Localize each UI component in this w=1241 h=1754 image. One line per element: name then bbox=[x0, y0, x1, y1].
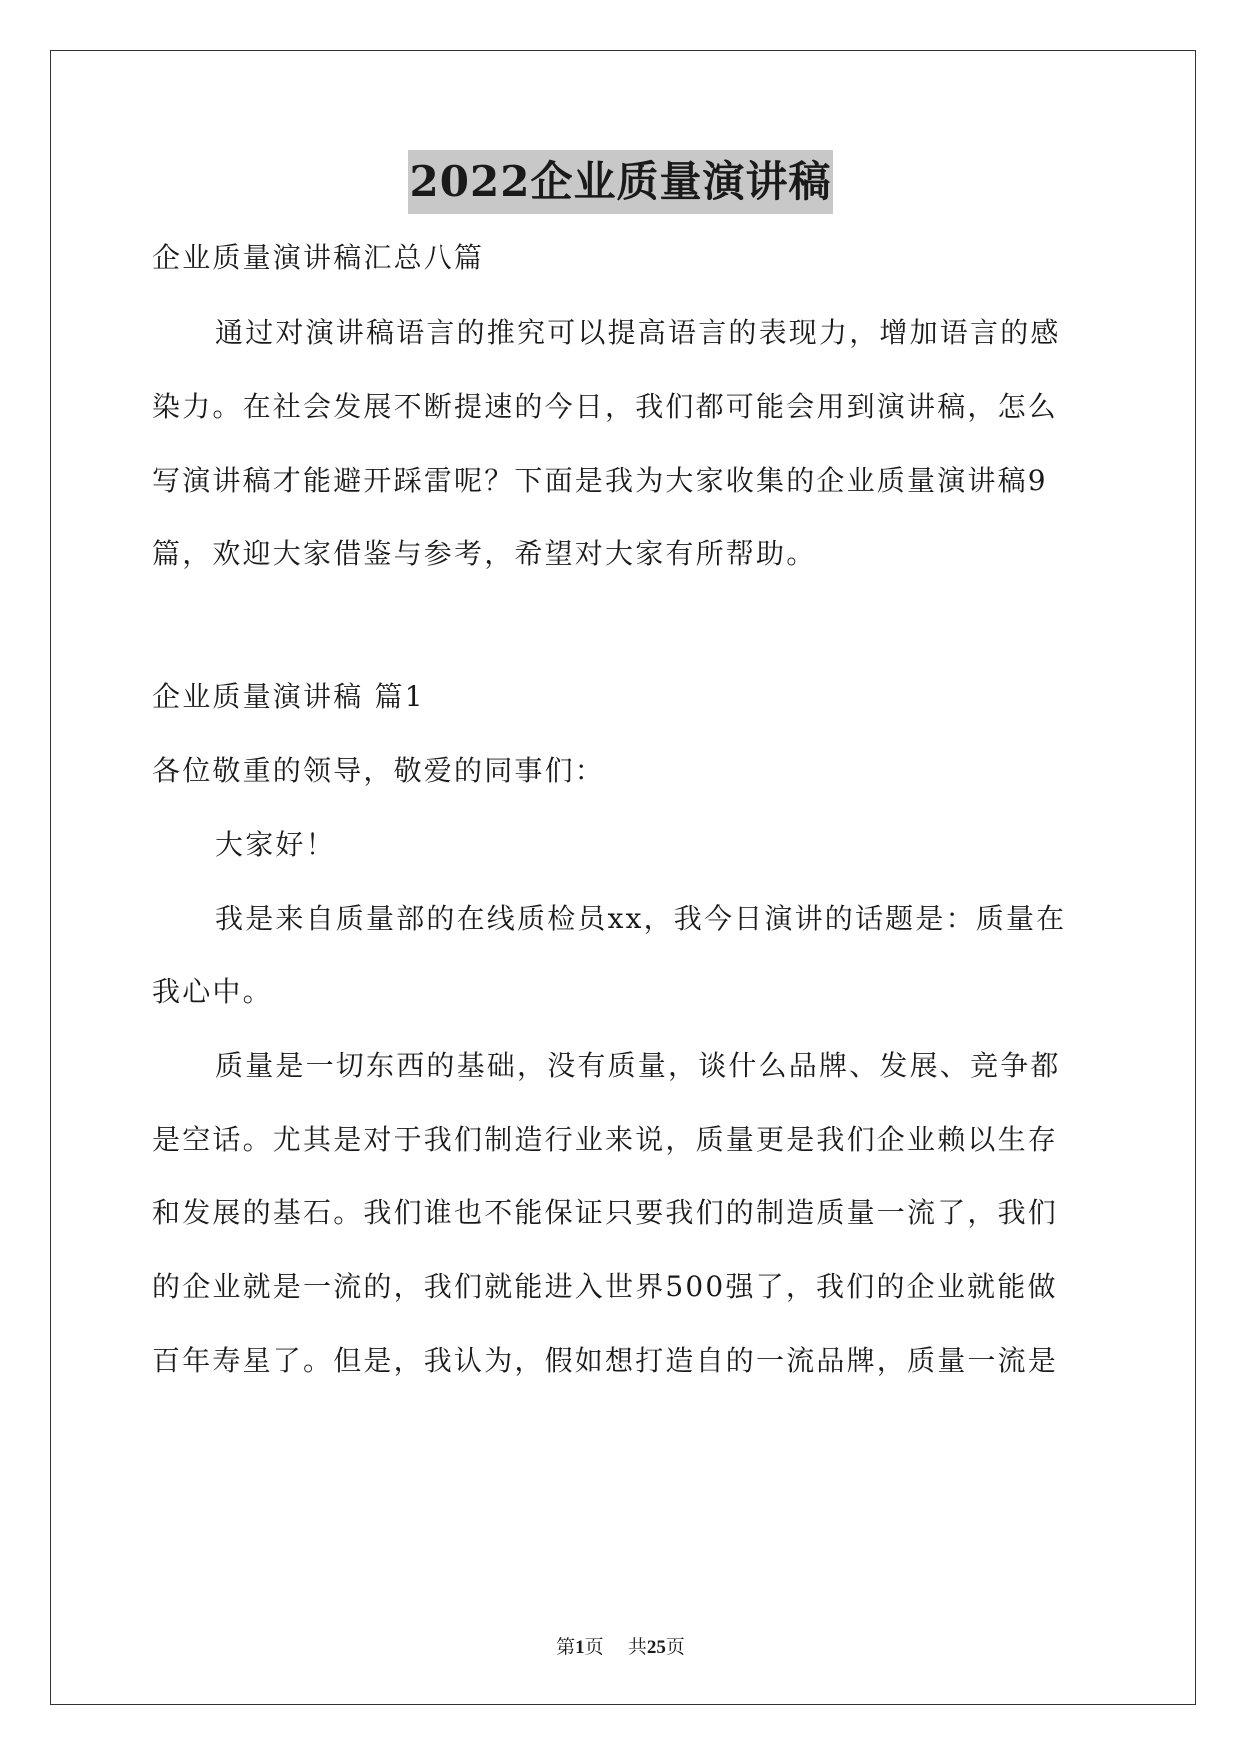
paragraph-line: 染力。在社会发展不断提速的今日，我们都可能会用到演讲稿，怎么 bbox=[152, 390, 1059, 423]
paragraph-line: 我心中。 bbox=[152, 975, 273, 1008]
page-footer bbox=[0, 1634, 1241, 1661]
total-page-count: 25 bbox=[646, 1637, 666, 1658]
title-container bbox=[0, 150, 1241, 214]
footer-total-prefix: 共 bbox=[627, 1636, 647, 1658]
greeting-line: 大家好！ bbox=[215, 828, 336, 861]
paragraph-line: 是空话。尤其是对于我们制造行业来说，质量更是我们企业赖以生存 bbox=[152, 1123, 1059, 1156]
paragraph-line: 的企业就是一流的，我们就能进入世界500强了，我们的企业就能做 bbox=[152, 1270, 1058, 1303]
subtitle-line: 企业质量演讲稿汇总八篇 bbox=[152, 241, 485, 274]
salutation-line: 各位敬重的领导，敬爱的同事们： bbox=[152, 754, 606, 787]
paragraph-line: 写演讲稿才能避开踩雷呢？下面是我为大家收集的企业质量演讲稿9 bbox=[152, 464, 1048, 497]
paragraph-line: 质量是一切东西的基础，没有质量，谈什么品牌、发展、竞争都 bbox=[215, 1049, 1061, 1082]
footer-total-suffix: 页 bbox=[665, 1636, 685, 1658]
section-heading: 企业质量演讲稿 篇1 bbox=[152, 680, 425, 713]
paragraph-line: 我是来自质量部的在线质检员xx，我今日演讲的话题是：质量在 bbox=[215, 902, 1067, 935]
paragraph-line: 和发展的基石。我们谁也不能保证只要我们的制造质量一流了，我们 bbox=[152, 1196, 1059, 1229]
document-title: 2022企业质量演讲稿 bbox=[408, 150, 834, 214]
paragraph-line: 通过对演讲稿语言的推究可以提高语言的表现力，增加语言的感 bbox=[215, 316, 1061, 349]
current-page-number: 1 bbox=[575, 1637, 585, 1658]
footer-prefix: 第 bbox=[556, 1636, 576, 1658]
footer-page-suffix: 页 bbox=[584, 1636, 604, 1658]
page-border bbox=[50, 50, 1196, 1705]
paragraph-line: 篇，欢迎大家借鉴与参考，希望对大家有所帮助。 bbox=[152, 537, 817, 570]
paragraph-line: 百年寿星了。但是，我认为，假如想打造自的一流品牌，质量一流是 bbox=[152, 1344, 1059, 1377]
